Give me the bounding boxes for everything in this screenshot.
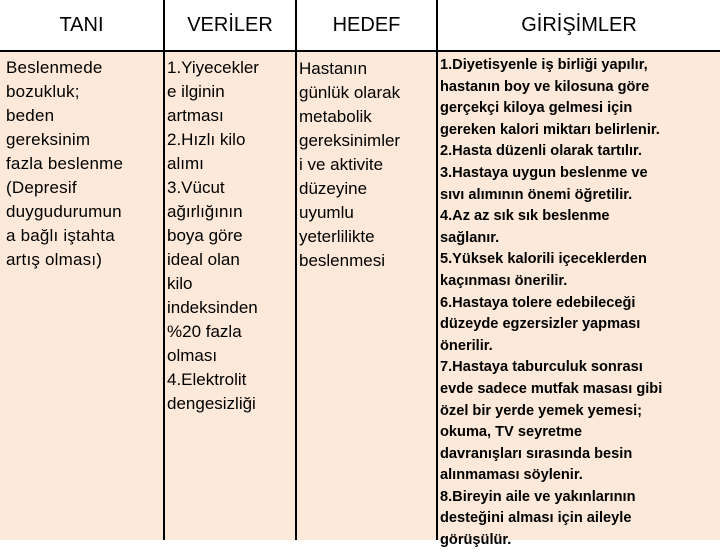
header-hedef: HEDEF bbox=[332, 13, 401, 36]
cell-veriler: 1.Yiyecekler e ilginin artması 2.Hızlı kilo alımı 3.Vücut ağırlığının boya göre ideal olan kilo indeksinden %20 fazla olması 4.Elektrolit dengesizliği bbox=[167, 58, 259, 413]
cell-hedef: Hastanın günlük olarak metabolik gereksinimler i ve aktivite düzeyine uyumlu yeterlilikte beslenmesi bbox=[299, 59, 401, 270]
header-divider bbox=[0, 50, 720, 52]
header-veriler: VERİLER bbox=[187, 13, 273, 36]
column-divider-2 bbox=[295, 0, 297, 540]
column-divider-3 bbox=[436, 0, 438, 540]
cell-girisimler: 1.Diyetisyenle iş birliği yapılır, hastanın boy ve kilosuna göre gerçekçi kiloya gelmesi için gereken kalori miktarı belirlenir. 2.Hasta düzenli olarak tartılır. 3.Hastaya uygun beslenme ve sıvı alımının önemi öğretilir. 4.Az az sık sık beslenme sağlanır. 5.Yüksek kalorili içeceklerden kaçınması önerilir. 6.Hastaya tolere edebileceği düzeyde egzersizler yapması önerilir. 7.Hastaya taburculuk sonrası evde sadece mutfak masası gibi özel bir yerde yemek yemesi; okuma, TV seyretme davranışları sırasında besin alınmaması söylenir. 8.Bireyin aile ve yakınlarının desteğini alması için aileyle görüşülür. bbox=[440, 57, 663, 549]
header-tani: TANI bbox=[59, 13, 104, 36]
column-divider-1 bbox=[163, 0, 165, 540]
cell-tani: Beslenmede bozukluk; beden gereksinim fazla beslenme (Depresif duygudurumun a bağlı iştahta artış olması) bbox=[6, 58, 124, 269]
table-header-row bbox=[0, 0, 720, 50]
header-girisimler: GİRİŞİMLER bbox=[521, 13, 637, 36]
